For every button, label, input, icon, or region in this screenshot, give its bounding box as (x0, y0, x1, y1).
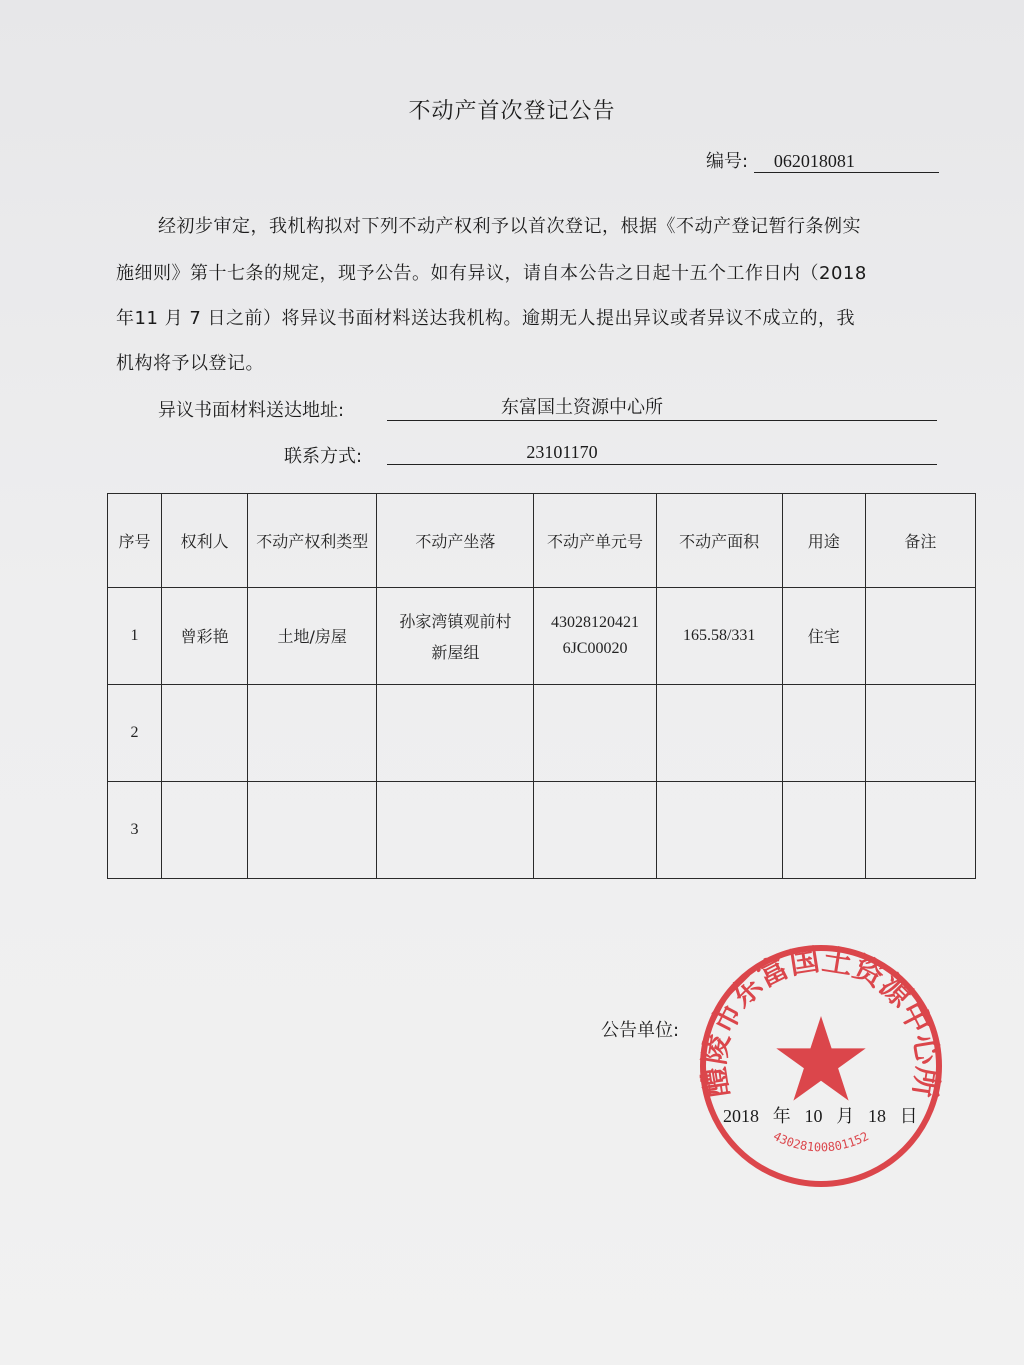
date-day: 18 (867, 1106, 886, 1126)
seal-name-text: 醴陵市东富国土资源中心所 (697, 942, 945, 1100)
objection-address-label: 异议书面材料送达地址: (158, 400, 345, 421)
cell-holder (162, 781, 248, 878)
location-line: 新屋组 (431, 642, 480, 662)
contact-value (387, 440, 937, 465)
notice-unit-label: 公告单位: (601, 1020, 680, 1041)
header-area: 不动产面积 (656, 494, 782, 588)
body-line: 经初步审定，我机构拟对下列不动产权利予以首次登记，根据《不动产登记暂行条例实 (158, 216, 861, 237)
cell-unit-no (534, 781, 656, 878)
cell-remark (865, 684, 975, 781)
objection-address-value (387, 396, 937, 421)
table-header-row (108, 494, 976, 588)
header-remark: 备注 (865, 494, 975, 588)
cell-right-type: 土地/房屋 (248, 587, 377, 684)
body-line: 年11 月 7 日之前）将异议书面材料送达我机构。逾期无人提出异议或者异议不成立的，我 (116, 308, 856, 329)
contact-label: 联系方式: (284, 446, 363, 467)
date-year: 2018 (723, 1106, 759, 1126)
header-right-type: 不动产权利类型 (248, 494, 377, 588)
cell-area (656, 781, 782, 878)
contact-value-text: 23101170 (526, 442, 598, 462)
location-line: 孙家湾镇观前村 (399, 611, 512, 631)
cell-area (656, 684, 782, 781)
header-location: 不动产坐落 (377, 494, 534, 588)
header-usage: 用途 (782, 494, 865, 588)
cell-no: 2 (108, 684, 162, 781)
cell-usage: 住宅 (782, 587, 865, 684)
header-no: 序号 (108, 494, 162, 588)
star-icon (776, 1016, 865, 1101)
cell-usage (782, 684, 865, 781)
cell-usage (782, 781, 865, 878)
document-number (706, 147, 939, 173)
number-value: 062018081 (754, 150, 939, 173)
date-month-char: 月 (836, 1106, 855, 1127)
address-value-text: 东富国土资源中心所 (501, 397, 663, 418)
cell-right-type (248, 684, 377, 781)
cell-area: 165.58/331 (656, 587, 782, 684)
cell-holder: 曾彩艳 (162, 587, 248, 684)
cell-no: 3 (108, 781, 162, 878)
cell-holder (162, 684, 248, 781)
number-label: 编号: (706, 151, 749, 172)
registration-table (107, 493, 976, 879)
unit-no-line: 6JC00020 (562, 639, 628, 657)
header-unit-no: 不动产单元号 (534, 494, 656, 588)
table-row (108, 781, 976, 878)
unit-no-line: 43028120421 (551, 613, 640, 631)
page-title: 不动产首次登记公告 (408, 99, 616, 124)
date-month: 10 (804, 1106, 823, 1126)
cell-remark (865, 587, 975, 684)
cell-unit-no (534, 587, 656, 684)
table-row (108, 684, 976, 781)
official-seal (696, 941, 946, 1191)
date-year-char: 年 (772, 1106, 791, 1127)
cell-location (377, 587, 534, 684)
cell-location (377, 781, 534, 878)
cell-no: 1 (108, 587, 162, 684)
cell-remark (865, 781, 975, 878)
cell-right-type (248, 781, 377, 878)
date-day-char: 日 (899, 1106, 918, 1127)
body-line: 机构将予以登记。 (116, 353, 264, 374)
body-line: 施细则》第十七条的规定，现予公告。如有异议，请自本公告之日起十五个工作日内（2018 (116, 263, 867, 284)
table-row (108, 587, 976, 684)
cell-unit-no (534, 684, 656, 781)
seal-code-text: 43028100801152 (770, 1128, 872, 1155)
header-holder: 权利人 (162, 494, 248, 588)
cell-location (377, 684, 534, 781)
